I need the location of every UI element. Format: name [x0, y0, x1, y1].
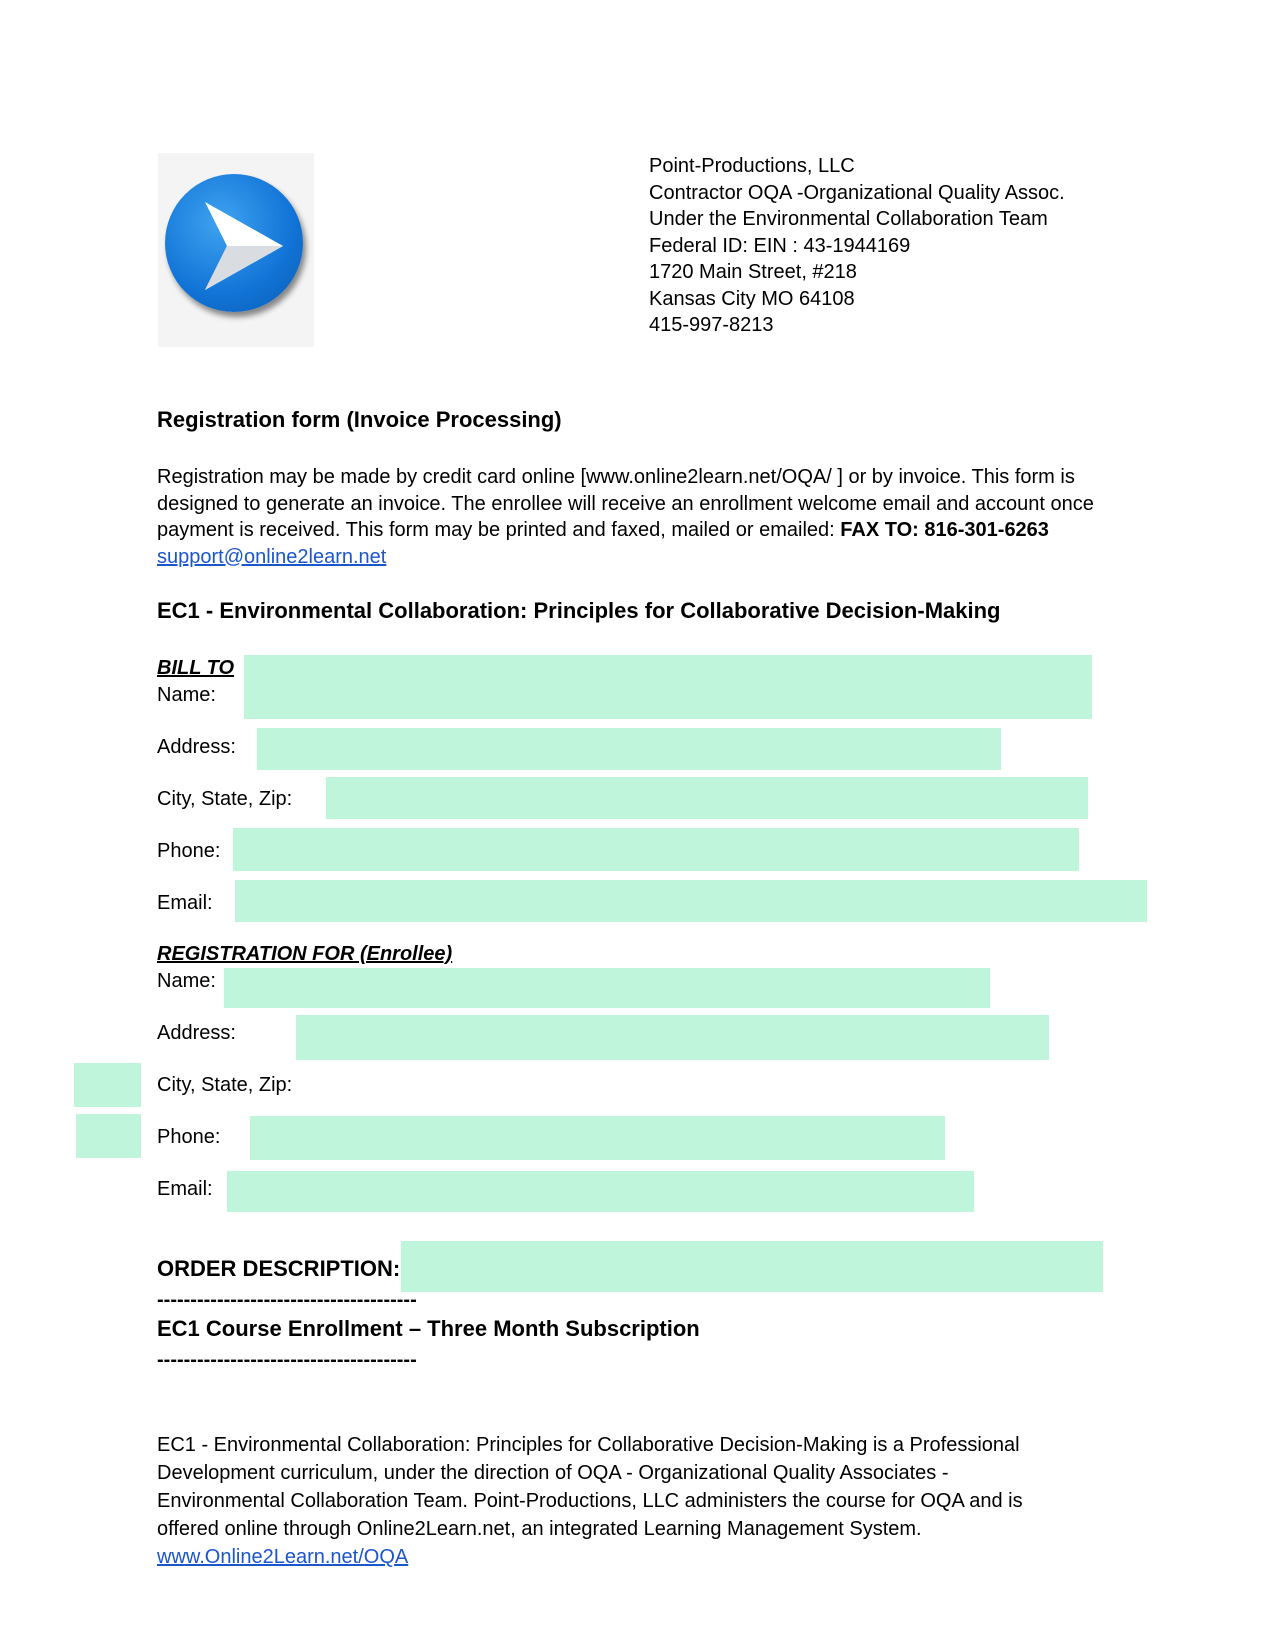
company-contractor: Contractor OQA -Organizational Quality Assoc.: [649, 181, 1065, 204]
enrollee-email-field[interactable]: [227, 1171, 974, 1212]
enrollee-city-field[interactable]: [74, 1063, 141, 1107]
company-name: Point-Productions, LLC: [649, 155, 855, 177]
bill-to-city-field[interactable]: [326, 777, 1088, 819]
enrollee-name-label: Name:: [157, 970, 216, 992]
order-description-field[interactable]: [401, 1241, 1103, 1292]
enrollee-address-field[interactable]: [296, 1015, 1049, 1060]
company-logo: [158, 153, 314, 347]
order-description-label: ORDER DESCRIPTION:: [157, 1256, 401, 1281]
description-line-2: Development curriculum, under the direction of OQA - Organizational Quality Associates -: [157, 1462, 949, 1484]
course-title: EC1 - Environmental Collaboration: Principles for Collaborative Decision-Making: [157, 598, 1001, 623]
enrollee-phone-marker[interactable]: [76, 1114, 141, 1158]
description-line-1: EC1 - Environmental Collaboration: Principles for Collaborative Decision-Making is a Professional: [157, 1434, 1020, 1456]
order-item: EC1 Course Enrollment – Three Month Subscription: [157, 1316, 700, 1341]
company-team: Under the Environmental Collaboration Team: [649, 208, 1048, 230]
order-divider-bottom: ---------------------------------------: [157, 1349, 417, 1371]
enrollee-phone-label: Phone:: [157, 1126, 221, 1148]
description-line-3: Environmental Collaboration Team. Point-Productions, LLC administers the course for OQA and is: [157, 1490, 1023, 1512]
enrollee-address-label: Address:: [157, 1022, 236, 1044]
company-federal-id: Federal ID: EIN : 43-1944169: [649, 234, 911, 257]
enrollee-phone-field[interactable]: [250, 1116, 945, 1160]
bill-to-city-label: City, State, Zip:: [157, 788, 293, 810]
support-email-link[interactable]: support@online2learn.net: [157, 545, 387, 568]
bill-to-address-field[interactable]: [257, 728, 1001, 770]
intro-line-3-text: payment is received. This form may be printed and faxed, mailed or emailed:: [157, 519, 841, 541]
form-title: Registration form (Invoice Processing): [157, 407, 562, 432]
description-line-4: offered online through Online2Learn.net, an integrated Learning Management System.: [157, 1518, 922, 1540]
company-street: 1720 Main Street, #218: [649, 261, 857, 283]
course-description: [157, 1431, 1117, 1571]
bill-to-phone-label: Phone:: [157, 840, 221, 862]
play-arrow-icon: [165, 174, 303, 312]
enrollee-city-label: City, State, Zip:: [157, 1074, 293, 1096]
enrollee-email-label: Email:: [157, 1178, 213, 1200]
bill-to-email-label: Email:: [157, 892, 213, 914]
enrollee-name-field[interactable]: [224, 968, 990, 1008]
company-address: [649, 153, 1065, 339]
intro-line-2: designed to generate an invoice. The enrollee will receive an enrollment welcome email and account once: [157, 492, 1094, 515]
bill-to-heading: BILL TO: [157, 657, 235, 679]
bill-to-email-field[interactable]: [235, 880, 1147, 922]
bill-to-address-label: Address:: [157, 736, 236, 758]
bill-to-name-label: Name:: [157, 684, 216, 706]
intro-paragraph: [157, 464, 1117, 570]
company-city: Kansas City MO 64108: [649, 287, 855, 310]
order-divider-top: ---------------------------------------: [157, 1289, 417, 1311]
fax-number: FAX TO: 816-301-6263: [840, 519, 1049, 541]
registration-for-heading: REGISTRATION FOR (Enrollee): [157, 943, 453, 965]
bill-to-name-field[interactable]: [244, 655, 1092, 719]
intro-line-1: Registration may be made by credit card online [www.online2learn.net/OQA/ ] or by invoice. This form is: [157, 466, 1075, 488]
online2learn-link[interactable]: www.Online2Learn.net/OQA: [157, 1546, 409, 1568]
company-phone: 415-997-8213: [649, 314, 774, 336]
intro-line-3: [157, 517, 1117, 544]
bill-to-phone-field[interactable]: [233, 828, 1079, 871]
